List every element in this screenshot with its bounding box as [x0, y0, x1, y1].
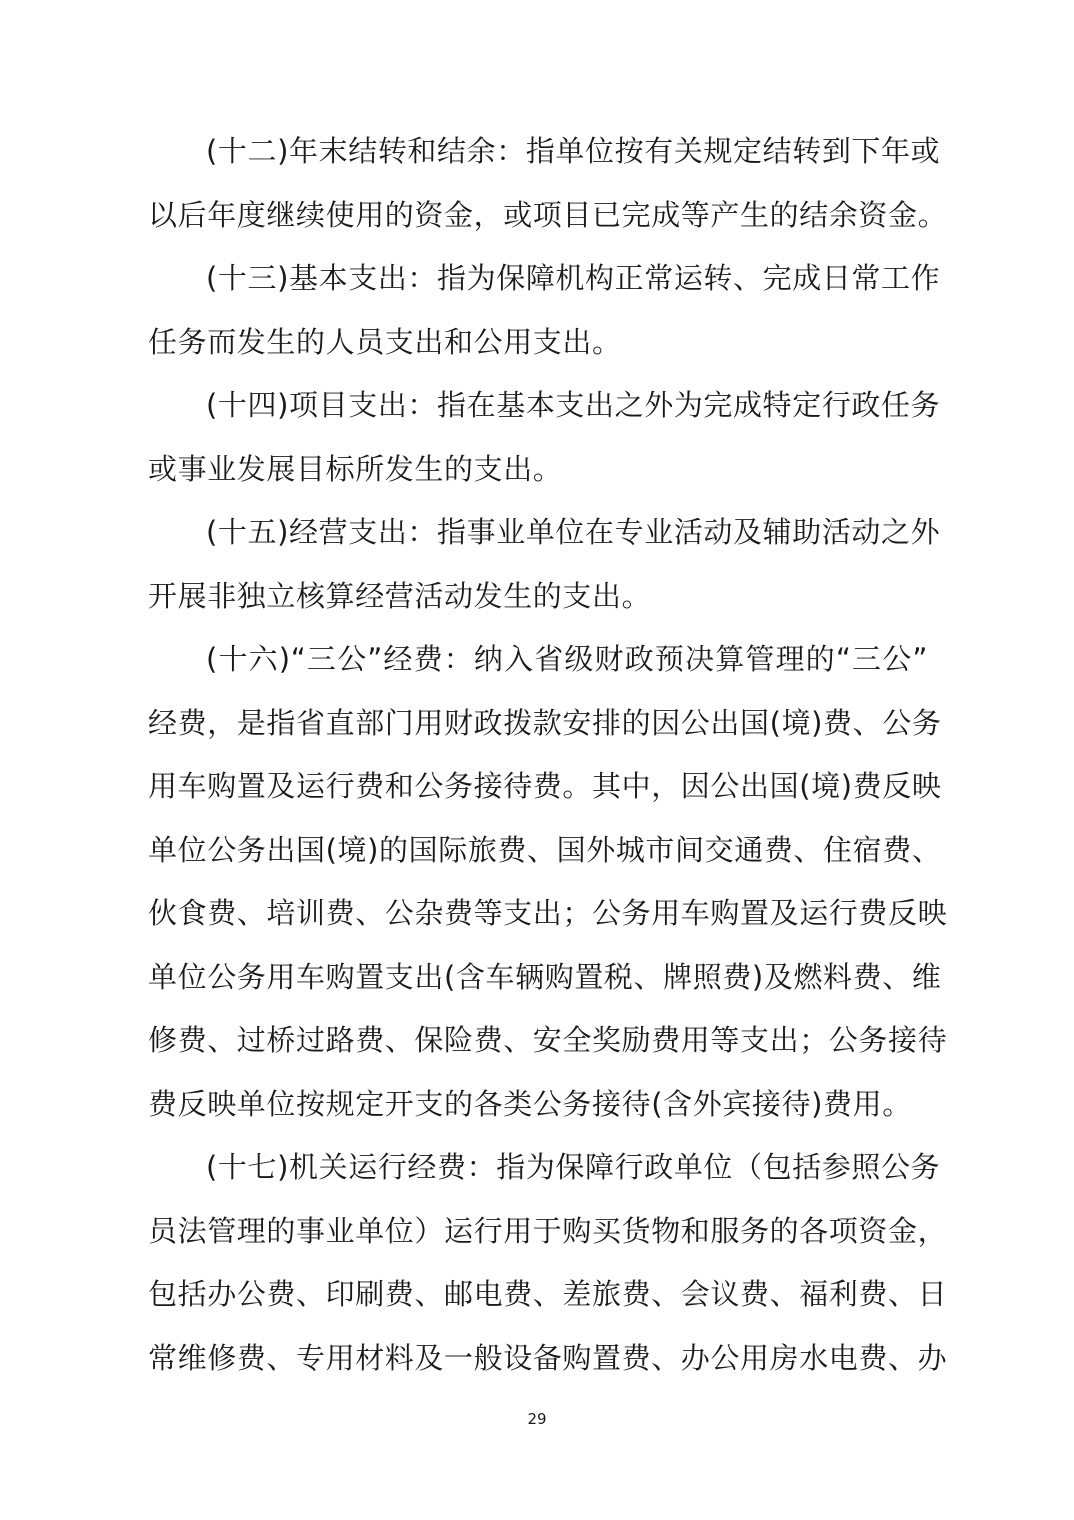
paragraph-line: 伙食费、培训费、公杂费等支出；公务用车购置及运行费反映	[148, 896, 948, 930]
paragraph-line: 用车购置及运行费和公务接待费。其中，因公出国(境)费反映	[148, 769, 942, 803]
paragraph-line: 任务而发生的人员支出和公用支出。	[148, 324, 622, 359]
paragraph-line: 单位公务出国(境)的国际旅费、国外城市间交通费、住宿费、	[148, 832, 942, 867]
paragraph-17	[148, 1136, 948, 1390]
paragraph-line: 以后年度继续使用的资金，或项目已完成等产生的结余资金。	[148, 197, 948, 232]
paragraph-line: 包括办公费、印刷费、邮电费、差旅费、会议费、福利费、日	[148, 1277, 948, 1311]
paragraph-15	[148, 501, 941, 628]
paragraph-line: 或事业发展目标所发生的支出。	[148, 451, 563, 486]
paragraph-14	[148, 374, 941, 501]
paragraph-line: (十六)“三公”经费：纳入省级财政预决算管理的“三公”	[206, 642, 928, 676]
paragraph-line: (十五)经营支出：指事业单位在专业活动及辅助活动之外	[206, 515, 941, 549]
paragraph-line: (十三)基本支出：指为保障机构正常运转、完成日常工作	[206, 261, 941, 295]
paragraph-12	[148, 120, 948, 247]
paragraph-line: 员法管理的事业单位）运行用于购买货物和服务的各项资金，	[148, 1213, 948, 1248]
paragraph-line: 经费，是指省直部门用财政拨款安排的因公出国(境)费、公务	[148, 705, 942, 740]
paragraph-line: 费反映单位按规定开支的各类公务接待(含外宾接待)费用。	[148, 1086, 912, 1121]
page-number: 29	[527, 1410, 547, 1428]
paragraph-line: 常维修费、专用材料及一般设备购置费、办公用房水电费、办	[148, 1340, 948, 1375]
paragraph-line: (十二)年末结转和结余：指单位按有关规定结转到下年或	[206, 134, 941, 168]
document-body	[148, 120, 948, 1390]
paragraph-line: 开展非独立核算经营活动发生的支出。	[148, 578, 652, 613]
paragraph-line: (十七)机关运行经费：指为保障行政单位（包括参照公务	[206, 1150, 941, 1184]
paragraph-13	[148, 247, 941, 374]
paragraph-16	[148, 628, 948, 1136]
paragraph-line: (十四)项目支出：指在基本支出之外为完成特定行政任务	[206, 388, 941, 422]
paragraph-line: 单位公务用车购置支出(含车辆购置税、牌照费)及燃料费、维	[148, 959, 942, 994]
paragraph-line: 修费、过桥过路费、保险费、安全奖励费用等支出；公务接待	[148, 1023, 948, 1057]
